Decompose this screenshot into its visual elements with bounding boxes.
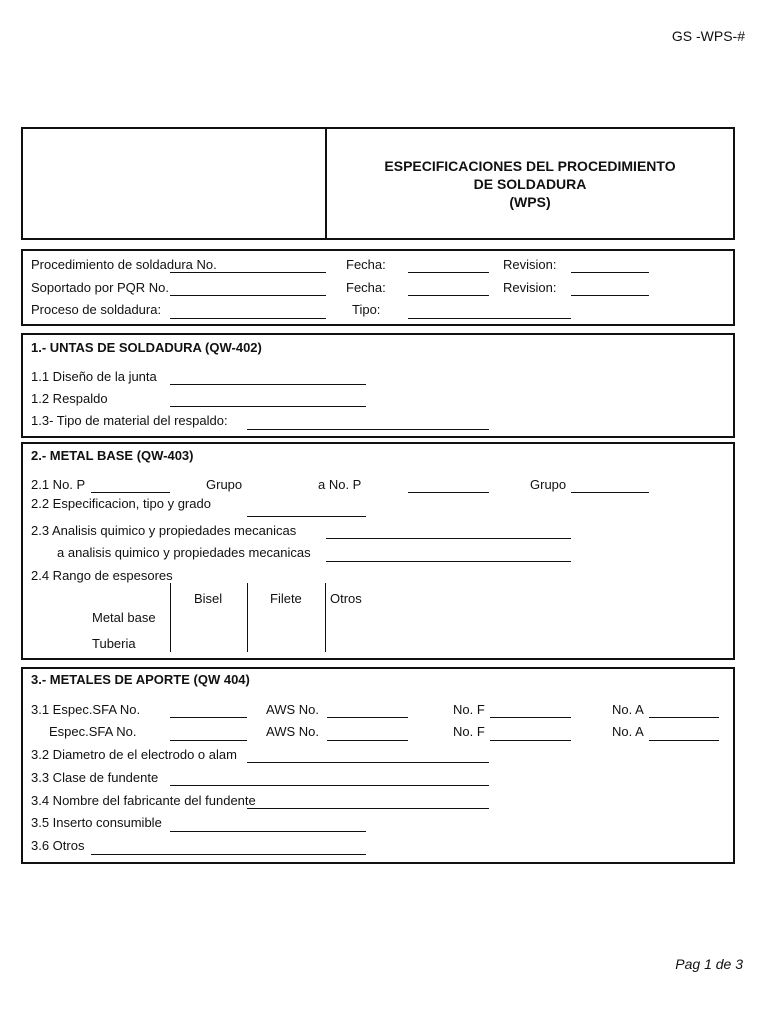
proc-no-field[interactable] — [170, 272, 326, 273]
no-a-label-1: No. A — [612, 702, 644, 717]
tipo-material-respaldo-label: 1.3- Tipo de material del respaldo: — [31, 413, 228, 428]
otros-header: Otros — [330, 591, 362, 606]
clase-fundente-field[interactable] — [170, 785, 489, 786]
bisel-header: Bisel — [194, 591, 223, 606]
tipo-label: Tipo: — [352, 302, 381, 317]
grupo-label-1: Grupo — [206, 477, 243, 492]
grupo-label-2: Grupo — [530, 477, 567, 492]
a-no-p-label: a No. P — [318, 477, 362, 492]
logo-cell — [21, 127, 327, 240]
soportado-label: Soportado por PQR No. — [31, 280, 170, 295]
aws-label-2: AWS No. — [266, 724, 319, 739]
otros-field[interactable] — [91, 854, 366, 855]
respaldo-field[interactable] — [170, 406, 366, 407]
no-p-label: 2.1 No. P — [31, 477, 86, 492]
document-title — [326, 157, 734, 211]
revision-label-1: Revision: — [503, 257, 557, 272]
espesores-divider-3 — [325, 583, 326, 652]
metal-base-label: Metal base — [92, 610, 156, 625]
proc-no-label: Procedimiento de soldadura No. — [31, 257, 217, 272]
especificacion-label: 2.2 Especificacion, tipo y grado — [31, 496, 211, 511]
espesores-divider-1 — [170, 583, 171, 652]
no-a-field-1[interactable] — [649, 717, 719, 718]
no-f-label-2: No. F — [453, 724, 485, 739]
section-3-title: 3.- METALES DE APORTE (QW 404) — [31, 672, 250, 687]
section-2-title: 2.- METAL BASE (QW-403) — [31, 448, 194, 463]
tuberia-label: Tuberia — [92, 636, 136, 651]
especificacion-field[interactable] — [247, 516, 366, 517]
filete-header: Filete — [270, 591, 302, 606]
espec-sfa-label-2: Espec.SFA No. — [49, 724, 137, 739]
tipo-field[interactable] — [408, 318, 571, 319]
fabricante-fundente-label: 3.4 Nombre del fabricante del fundente — [31, 793, 256, 808]
section-3-box — [21, 667, 735, 864]
diametro-label: 3.2 Diametro de el electrodo o alam — [31, 747, 237, 762]
aws-field-1[interactable] — [327, 717, 408, 718]
diseno-junta-label: 1.1 Diseño de la junta — [31, 369, 157, 384]
fecha-field-2[interactable] — [408, 295, 489, 296]
fabricante-fundente-field[interactable] — [247, 808, 489, 809]
no-a-label-2: No. A — [612, 724, 644, 739]
a-no-p-field[interactable] — [408, 492, 489, 493]
analisis-field[interactable] — [326, 538, 571, 539]
section-1-title: 1.- UNTAS DE SOLDADURA (QW-402) — [31, 340, 262, 355]
espec-sfa-label-1: 3.1 Espec.SFA No. — [31, 702, 141, 717]
proceso-field[interactable] — [170, 318, 326, 319]
otros-label: 3.6 Otros — [31, 838, 85, 853]
fecha-label-1: Fecha: — [346, 257, 386, 272]
aws-field-2[interactable] — [327, 740, 408, 741]
fecha-field-1[interactable] — [408, 272, 489, 273]
fecha-label-2: Fecha: — [346, 280, 386, 295]
title-line-1: ESPECIFICACIONES DEL PROCEDIMIENTO — [384, 158, 676, 174]
clase-fundente-label: 3.3 Clase de fundente — [31, 770, 159, 785]
analisis-b-label: a analisis quimico y propiedades mecanicas — [57, 545, 311, 560]
diametro-field[interactable] — [247, 762, 489, 763]
inserto-consumible-label: 3.5 Inserto consumible — [31, 815, 162, 830]
tipo-material-respaldo-field[interactable] — [247, 429, 489, 430]
no-a-field-2[interactable] — [649, 740, 719, 741]
proceso-label: Proceso de soldadura: — [31, 302, 162, 317]
espesores-divider-2 — [247, 583, 248, 652]
no-p-field[interactable] — [91, 492, 170, 493]
revision-field-2[interactable] — [571, 295, 649, 296]
respaldo-label: 1.2 Respaldo — [31, 391, 108, 406]
document-code: GS -WPS-# — [671, 28, 745, 44]
analisis-label: 2.3 Analisis quimico y propiedades mecanicas — [31, 523, 297, 538]
analisis-b-field[interactable] — [326, 561, 571, 562]
soportado-field[interactable] — [170, 295, 326, 296]
diseno-junta-field[interactable] — [170, 384, 366, 385]
revision-field-1[interactable] — [571, 272, 649, 273]
espec-sfa-field-1[interactable] — [170, 717, 247, 718]
no-f-label-1: No. F — [453, 702, 485, 717]
espec-sfa-field-2[interactable] — [170, 740, 247, 741]
title-line-2: DE SOLDADURA — [473, 176, 587, 192]
inserto-consumible-field[interactable] — [170, 831, 366, 832]
revision-label-2: Revision: — [503, 280, 557, 295]
title-line-3: (WPS) — [509, 194, 551, 210]
grupo-field-2[interactable] — [571, 492, 649, 493]
no-f-field-2[interactable] — [490, 740, 571, 741]
rango-espesores-label: 2.4 Rango de espesores — [31, 568, 173, 583]
aws-label-1: AWS No. — [266, 702, 319, 717]
page-number: Pag 1 de 3 — [675, 956, 743, 972]
no-f-field-1[interactable] — [490, 717, 571, 718]
